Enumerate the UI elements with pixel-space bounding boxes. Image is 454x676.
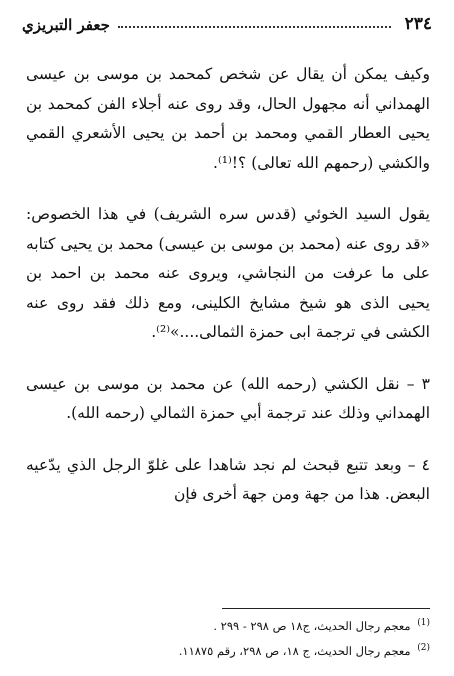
running-title: جعفر التبريزي — [22, 16, 110, 34]
paragraph-4: ٤ – وبعد تتبع قبحث لم نجد شاهدا على غلوّ الرجل الذي يدّعيه البعض. هذا من جهة ومن جهة أخرى فإن — [26, 455, 430, 503]
main-text — [26, 60, 430, 532]
footnote-marker: (2) — [417, 642, 430, 653]
footnotes — [26, 612, 430, 662]
footnote-1 — [26, 612, 430, 637]
paragraph-3: ٣ – نقل الكشي (رحمه الله) عن محمد بن موسى بن عيسى الهمداني وذلك عند ترجمة أبي حمزة الثمالي (رحمه الله). — [26, 374, 430, 422]
page-header — [22, 8, 432, 34]
footnote-2 — [26, 637, 430, 662]
paragraph-2: يقول السيد الخوئي (قدس سره الشريف) في هذا الخصوص: «قد روى عنه (محمد بن موسى بن عيسى) محمد بن يحيى كتابه على ما عرفت من النجاشي، ويروى عنه محمد بن احمد بن يحيى الذى هو شيخ مشايخ الكلينى، ومع ذلك فقد روى عنه الكشى في ترجمة ابى حمزة الثمالى....»⁽²⁾. — [25, 205, 430, 341]
paragraph-1: وكيف يمكن أن يقال عن شخص كمحمد بن موسى بن عيسى الهمداني أنه مجهول الحال، وقد روى عنه أجلاء الفن كمحمد بن يحيى العطار القمي ومحمد بن أحمد بن يحيى الأشعري القمي والكشي (رحمهم الله تعالى) ؟!⁽¹⁾. — [26, 65, 430, 172]
header-dotted-rule — [118, 26, 391, 28]
footnote-text: معجم رجال الحديث، ج١٨ ص ٢٩٨ - ٢٩٩ . — [213, 618, 411, 633]
footnote-marker: (1) — [417, 618, 430, 628]
footnote-text: معجم رجال الحديث، ج ١٨، ص ٢٩٨، رقم ١١٨٧٥. — [178, 643, 411, 658]
page-number: ٢٣٤ — [404, 14, 432, 34]
footnote-separator — [222, 608, 430, 609]
